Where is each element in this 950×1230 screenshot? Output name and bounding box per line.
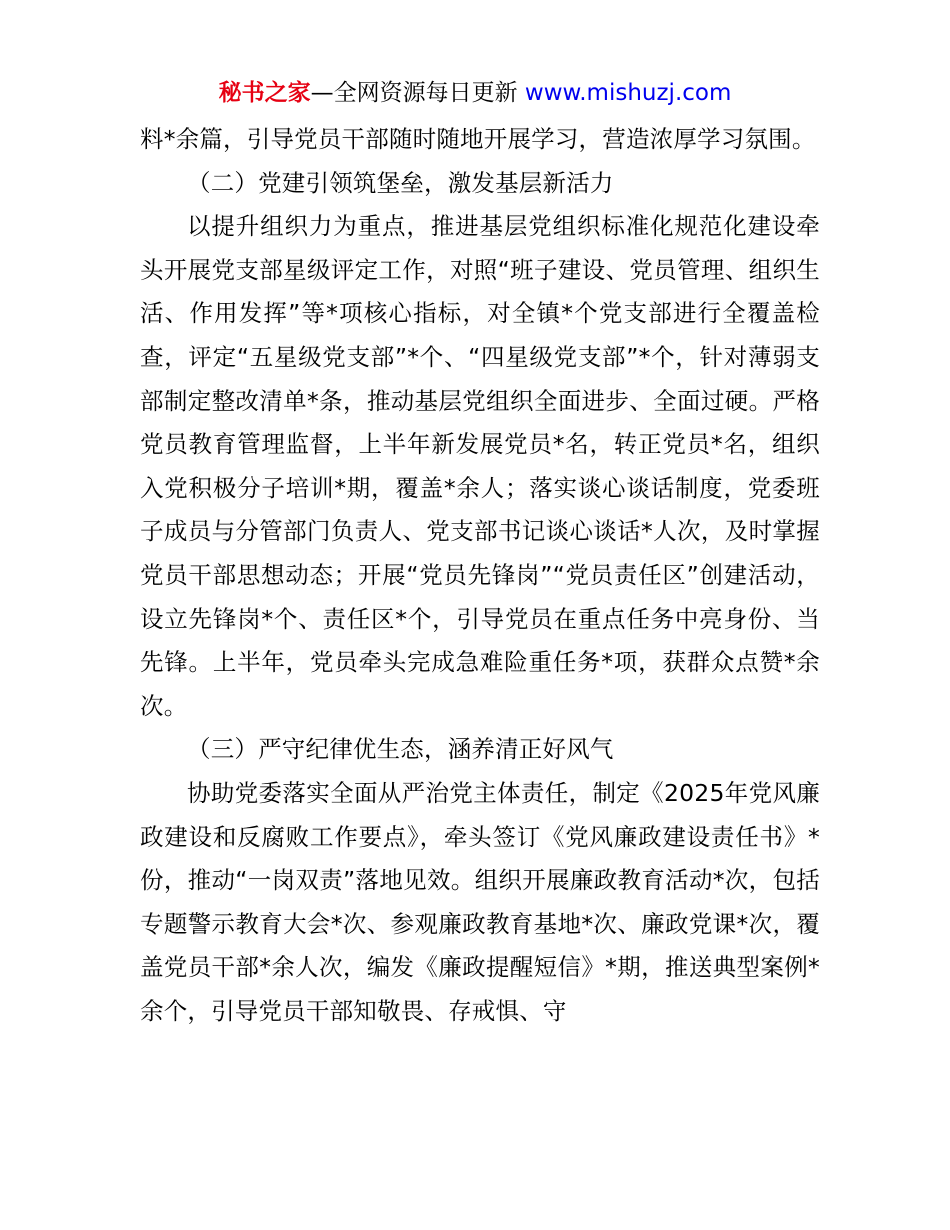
section-heading-3: （三）严守纪律优生态，涵养清正好风气 — [187, 735, 614, 764]
site-brand: 秘书之家 — [218, 80, 311, 106]
paragraph-party-building: 以提升组织力为重点，推进基层党组织标准化规范化建设牵头开展党支部星级评定工作，对照“班子建设、党员管理、组织生活、作用发挥”等*项核心指标，对全镇*个党支部进行全覆盖检查，评定“五星级党支部”*个、“四星级党支部”*个，针对薄弱支部制定整改清单*条，推动基层党组织全面进步、全面过硬。严格党员教育管理监督，上半年新发展党员*名，转正党员*名，组织入党积极分子培训*期，覆盖*余人；落实谈心谈话制度，党委班子成员与分管部门负责人、党支部书记谈心谈话*人次，及时掌握党员干部思想动态；开展“党员先锋岗”“党员责任区”创建活动，设立先锋岗*个、责任区*个，引导党员在重点任务中亮身份、当先锋。上半年，党员牵头完成急难险重任务*项，获群众点赞*余次。 — [140, 212, 820, 720]
site-url-link[interactable]: www.mishuzj.com — [524, 80, 732, 106]
paragraph-discipline: 协助党委落实全面从严治党主体责任，制定《2025年党风廉政建设和反腐败工作要点》，牵头签订《党风廉政建设责任书》*份，推动“一岗双责”落地见效。组织开展廉政教育活动*次，包括专题警示教育大会*次、参观廉政教育基地*次、廉政党课*次，覆盖党员干部*余人次，编发《廉政提醒短信》*期，推送典型案例*余个，引导党员干部知敬畏、存戒惧、守 — [140, 778, 820, 1025]
site-header — [0, 78, 950, 108]
section-heading-2: （二）党建引领筑堡垒，激发基层新活力 — [187, 168, 614, 197]
document-body — [140, 118, 820, 1033]
paragraph-continuation: 料*余篇，引导党员干部随时随地开展学习，营造浓厚学习氛围。 — [140, 125, 816, 153]
site-tagline: —全网资源每日更新 — [310, 80, 525, 106]
